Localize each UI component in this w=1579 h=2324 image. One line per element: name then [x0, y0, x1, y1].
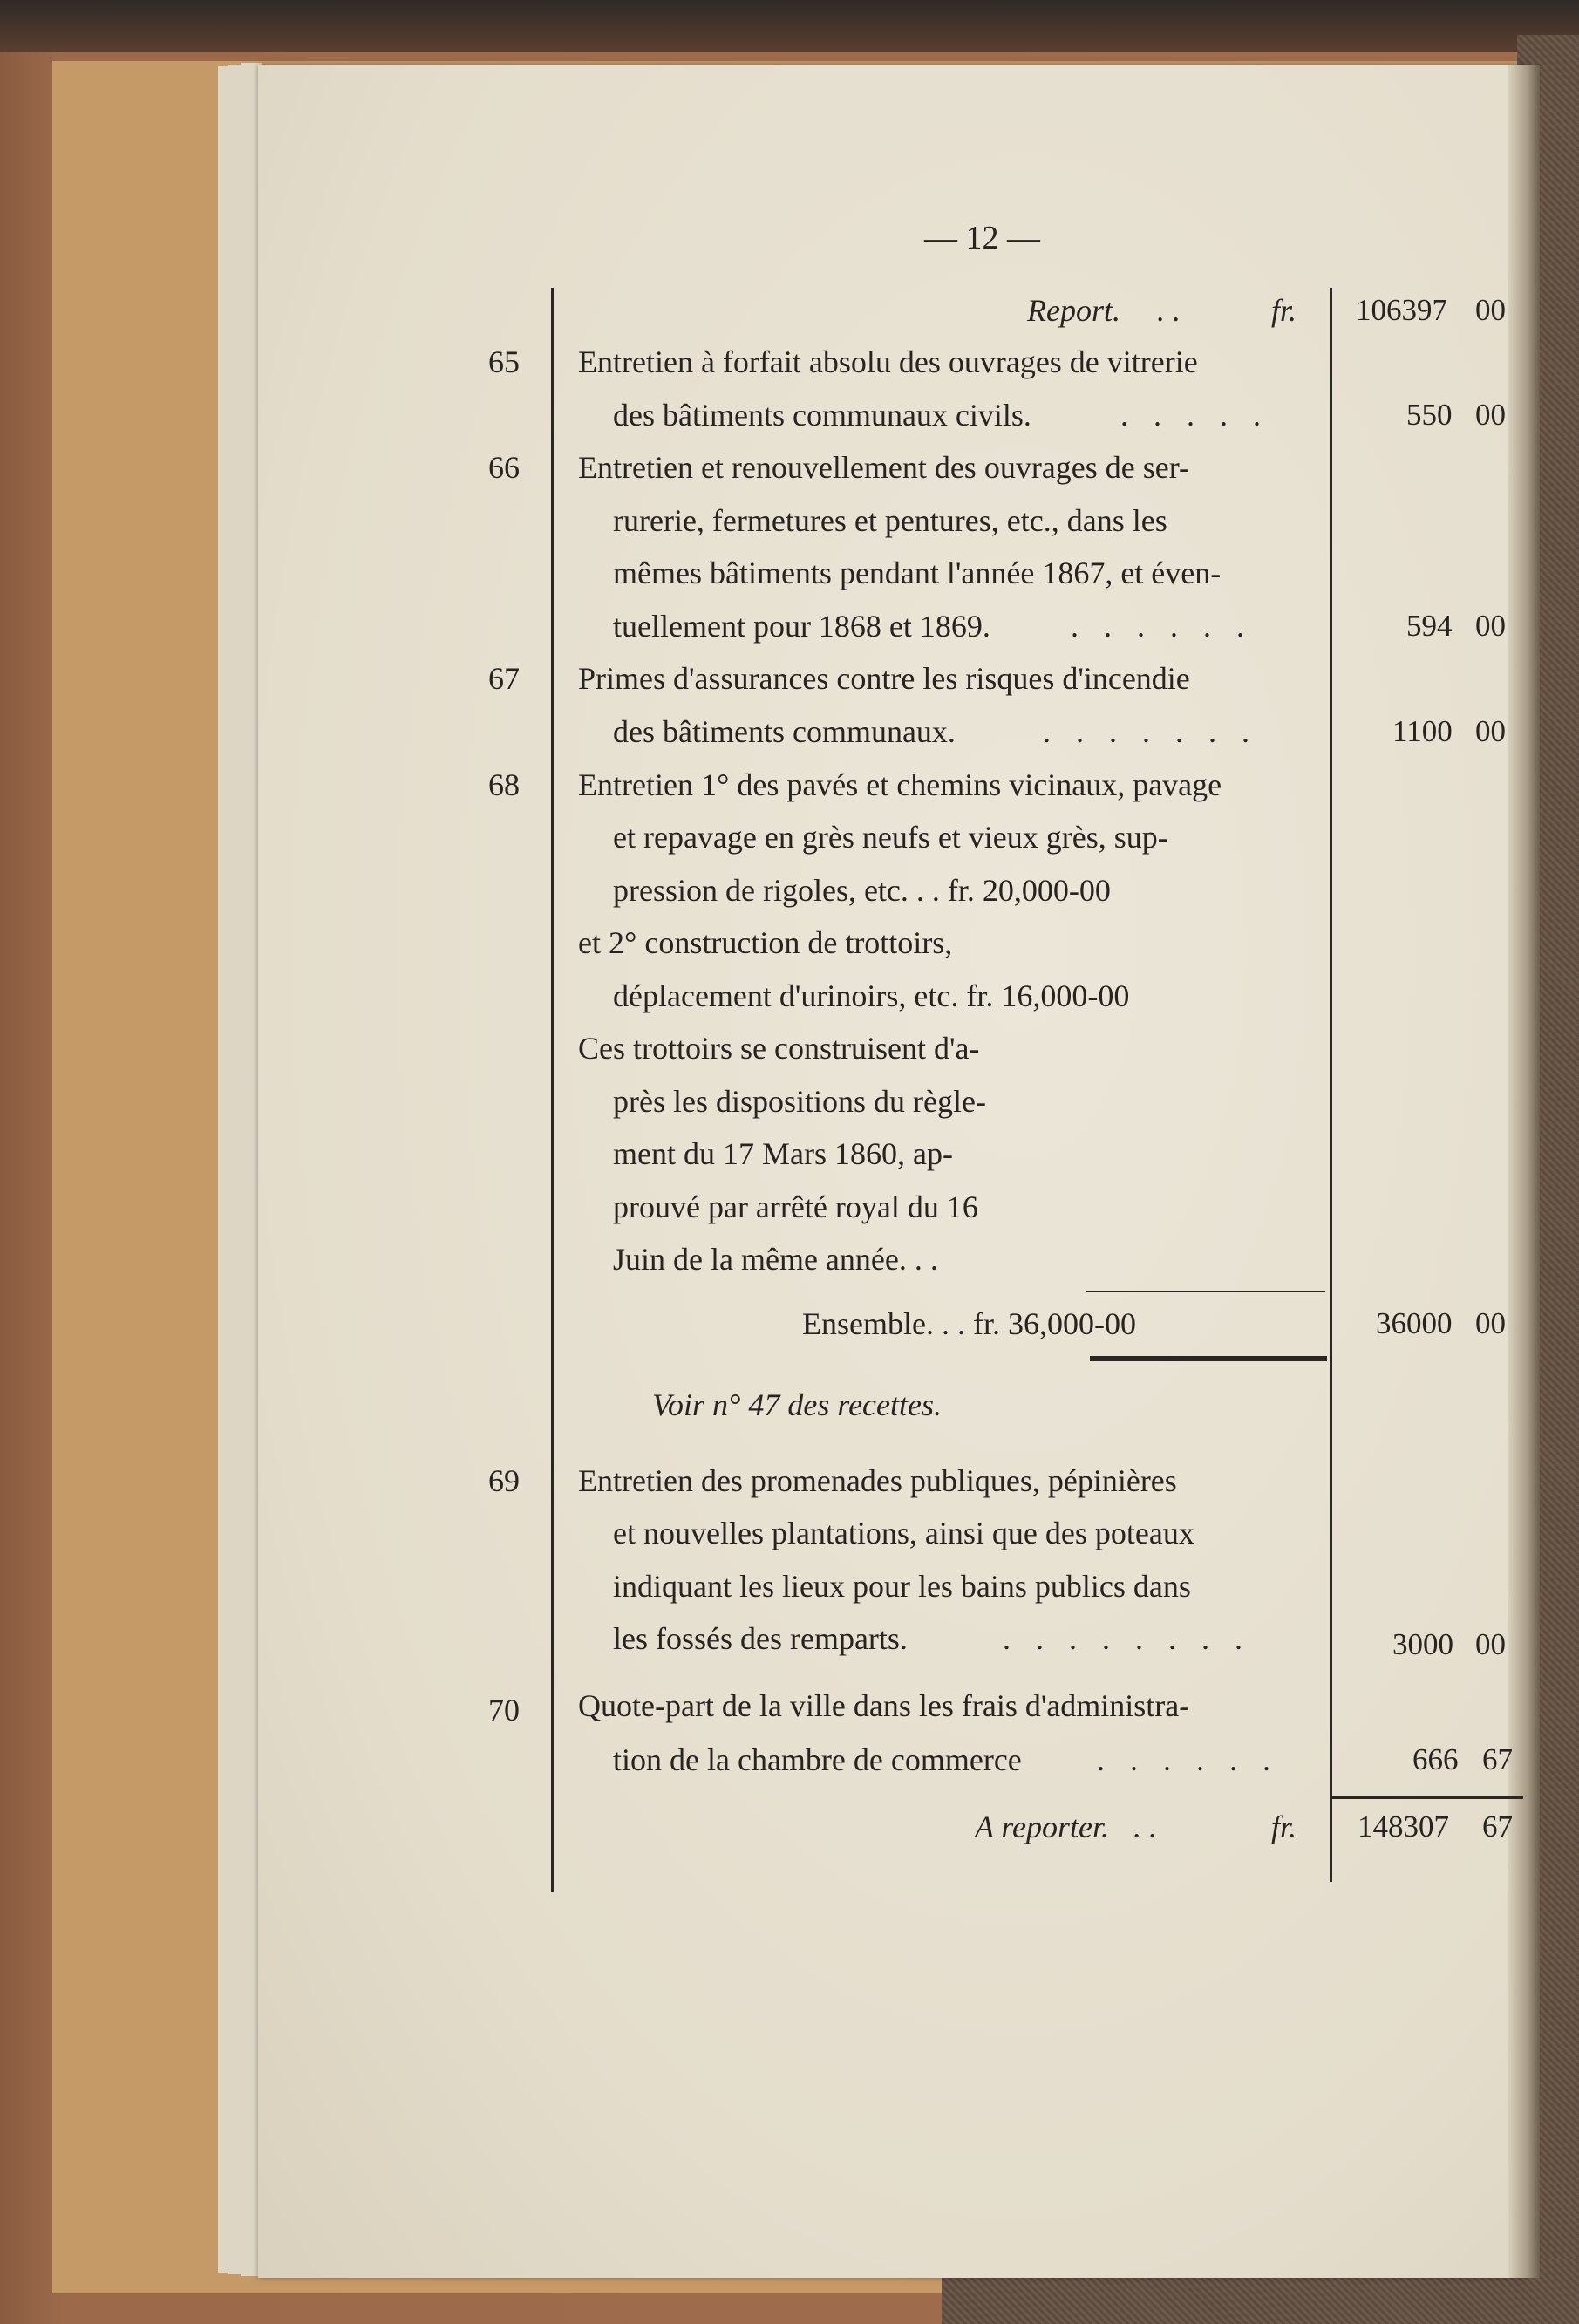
item-line: Primes d'assurances contre les risques d'incendie: [578, 661, 1190, 696]
item-line: et repavage en grès neufs et vieux grès, sup-: [613, 820, 1168, 855]
item-amount: 594: [1406, 609, 1453, 643]
left-column-rule-bottom: [551, 1784, 554, 1889]
item-amount: 36000: [1376, 1306, 1453, 1340]
item-cents: 00: [1475, 609, 1506, 643]
leader-dots: . . . . . .: [1097, 1742, 1279, 1777]
item-line: Entretien des promenades publiques, pépinières: [578, 1463, 1177, 1498]
item-line: prouvé par arrêté royal du 16: [613, 1189, 978, 1224]
amount-column-rule: [1330, 288, 1332, 1875]
page-number: — 12 —: [924, 220, 1040, 256]
item-number: 69: [488, 1463, 520, 1498]
item-line: déplacement d'urinoirs, etc. fr. 16,000-00: [613, 978, 1130, 1013]
amount-column-rule-bottom: [1330, 1798, 1332, 1882]
leader-dots: . . . . . . . .: [1003, 1621, 1251, 1656]
item-line: rurerie, fermetures et pentures, etc., dans les: [613, 503, 1167, 538]
document-page: [258, 65, 1528, 2278]
leader-dots: . . . . .: [1120, 398, 1269, 433]
item-line: mêmes bâtiments pendant l'année 1867, et éven-: [613, 555, 1222, 590]
item-number: 65: [488, 344, 520, 379]
item-line: Entretien à forfait absolu des ouvrages de vitrerie: [578, 344, 1198, 379]
item-amount: 3000: [1392, 1627, 1453, 1661]
item-line: et nouvelles plantations, ainsi que des poteaux: [613, 1516, 1194, 1550]
cross-reference-note: Voir n° 47 des recettes.: [652, 1387, 942, 1422]
report-label: Report.: [1027, 293, 1120, 328]
carry-forward-dots: . .: [1133, 1809, 1157, 1844]
page-gutter: [1508, 65, 1540, 2278]
item-cents: 00: [1475, 1627, 1506, 1661]
item-number: 68: [488, 767, 520, 802]
item-amount: 550: [1406, 398, 1453, 432]
total-rule: [1331, 1796, 1523, 1799]
item-amount: 666: [1412, 1742, 1459, 1776]
book-cover-top: [0, 0, 1579, 52]
subtotal-rule: [1086, 1291, 1325, 1292]
total-double-rule: [1090, 1356, 1327, 1361]
item-number: 66: [488, 450, 520, 485]
item-line: ment du 17 Mars 1860, ap-: [613, 1136, 953, 1171]
item-line: tion de la chambre de commerce: [613, 1742, 1022, 1777]
leader-dots: . . . . . .: [1071, 609, 1253, 644]
item-line: des bâtiments communaux.: [613, 714, 956, 749]
item-amount: 1100: [1392, 714, 1453, 748]
report-amount: 106397: [1356, 293, 1447, 327]
item-line: pression de rigoles, etc. . . fr. 20,000-00: [613, 873, 1111, 908]
item-number: 70: [488, 1693, 520, 1728]
item-line: indiquant les lieux pour les bains publics dans: [613, 1569, 1191, 1604]
item-cents: 67: [1482, 1742, 1513, 1776]
left-column-rule: [551, 288, 554, 1892]
item-line: Juin de la même année. . .: [613, 1242, 938, 1277]
carry-forward-currency: fr.: [1271, 1809, 1297, 1844]
item-cents: 00: [1475, 398, 1506, 432]
report-dots: . .: [1157, 293, 1181, 328]
carry-forward-cents: 67: [1482, 1809, 1513, 1844]
item-line: tuellement pour 1868 et 1869.: [613, 609, 990, 644]
item-line: Entretien et renouvellement des ouvrages de ser-: [578, 450, 1189, 485]
item-line: près les dispositions du règle-: [613, 1084, 986, 1119]
item-line: Entretien 1° des pavés et chemins vicinaux, pavage: [578, 767, 1222, 802]
item-line: les fossés des remparts.: [613, 1621, 908, 1656]
item-line: des bâtiments communaux civils.: [613, 398, 1031, 433]
item-line: Ces trottoirs se construisent d'a-: [578, 1031, 980, 1066]
item-number: 67: [488, 661, 520, 696]
report-cents: 00: [1475, 293, 1506, 327]
ensemble-label: Ensemble. . . fr. 36,000-00: [802, 1306, 1136, 1341]
carry-forward-label: A reporter.: [975, 1809, 1110, 1844]
report-currency: fr.: [1271, 293, 1297, 328]
item-cents: 00: [1475, 714, 1506, 748]
leader-dots: . . . . . . .: [1043, 714, 1258, 749]
item-line: et 2° construction de trottoirs,: [578, 925, 953, 960]
item-line: Quote-part de la ville dans les frais d'administra-: [578, 1688, 1190, 1723]
carry-forward-amount: 148307: [1358, 1809, 1449, 1844]
item-cents: 00: [1475, 1306, 1506, 1340]
